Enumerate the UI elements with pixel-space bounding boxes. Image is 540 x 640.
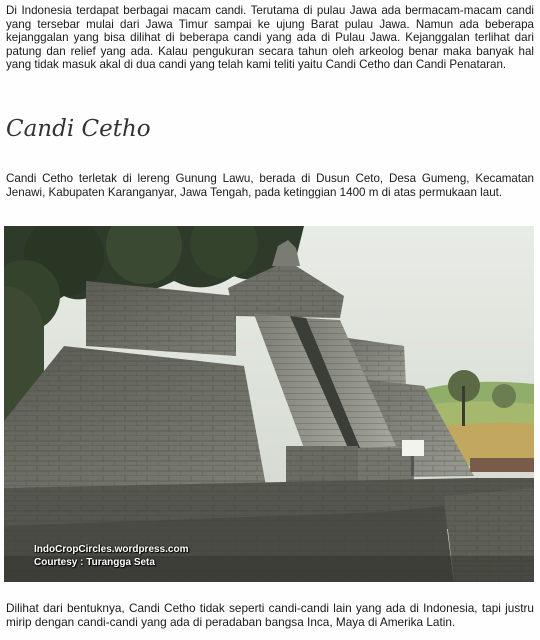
temple-photo (4, 226, 534, 582)
intro-paragraph: Di Indonesia terdapat berbagai macam candi. Terutama di pulau Jawa ada bermacam-macam candi yang tersebar mulai dari Jawa Timur sampai ke ujung Barat pulau Jawa. Namun ada beberapa kejanggalan yang bisa dilihat di beberapa candi yang ada di Pulau Jawa. Kejanggalan terlihat dari patung dan relief yang ada. Kalau pengukuran secara tahun oleh arkeolog benar maka banyak hal yang tidak masuk akal di dua candi yang telah kami teliti yaitu Candi Cetho dan Candi Penataran. (6, 4, 534, 72)
section-heading: Candi Cetho (6, 116, 151, 142)
description-paragraph: Candi Cetho terletak di lereng Gunung Lawu, berada di Dusun Ceto, Desa Gumeng, Kecamatan Jenawi, Kabupaten Karanganyar, Jawa Tengah, pada ketinggian 1400 m di atas permukaan laut. (6, 172, 534, 199)
photo-caption-courtesy: Courtesy : Turangga Seta (34, 557, 155, 568)
photo-caption-site: IndoCropCircles.wordpress.com (34, 544, 189, 555)
closing-paragraph: Dilihat dari bentuknya, Candi Cetho tidak seperti candi-candi lain yang ada di Indonesia, tapi justru mirip dengan candi-candi yang ada di peradaban bangsa Inca, Maya di Amerika Latin. (6, 601, 534, 629)
